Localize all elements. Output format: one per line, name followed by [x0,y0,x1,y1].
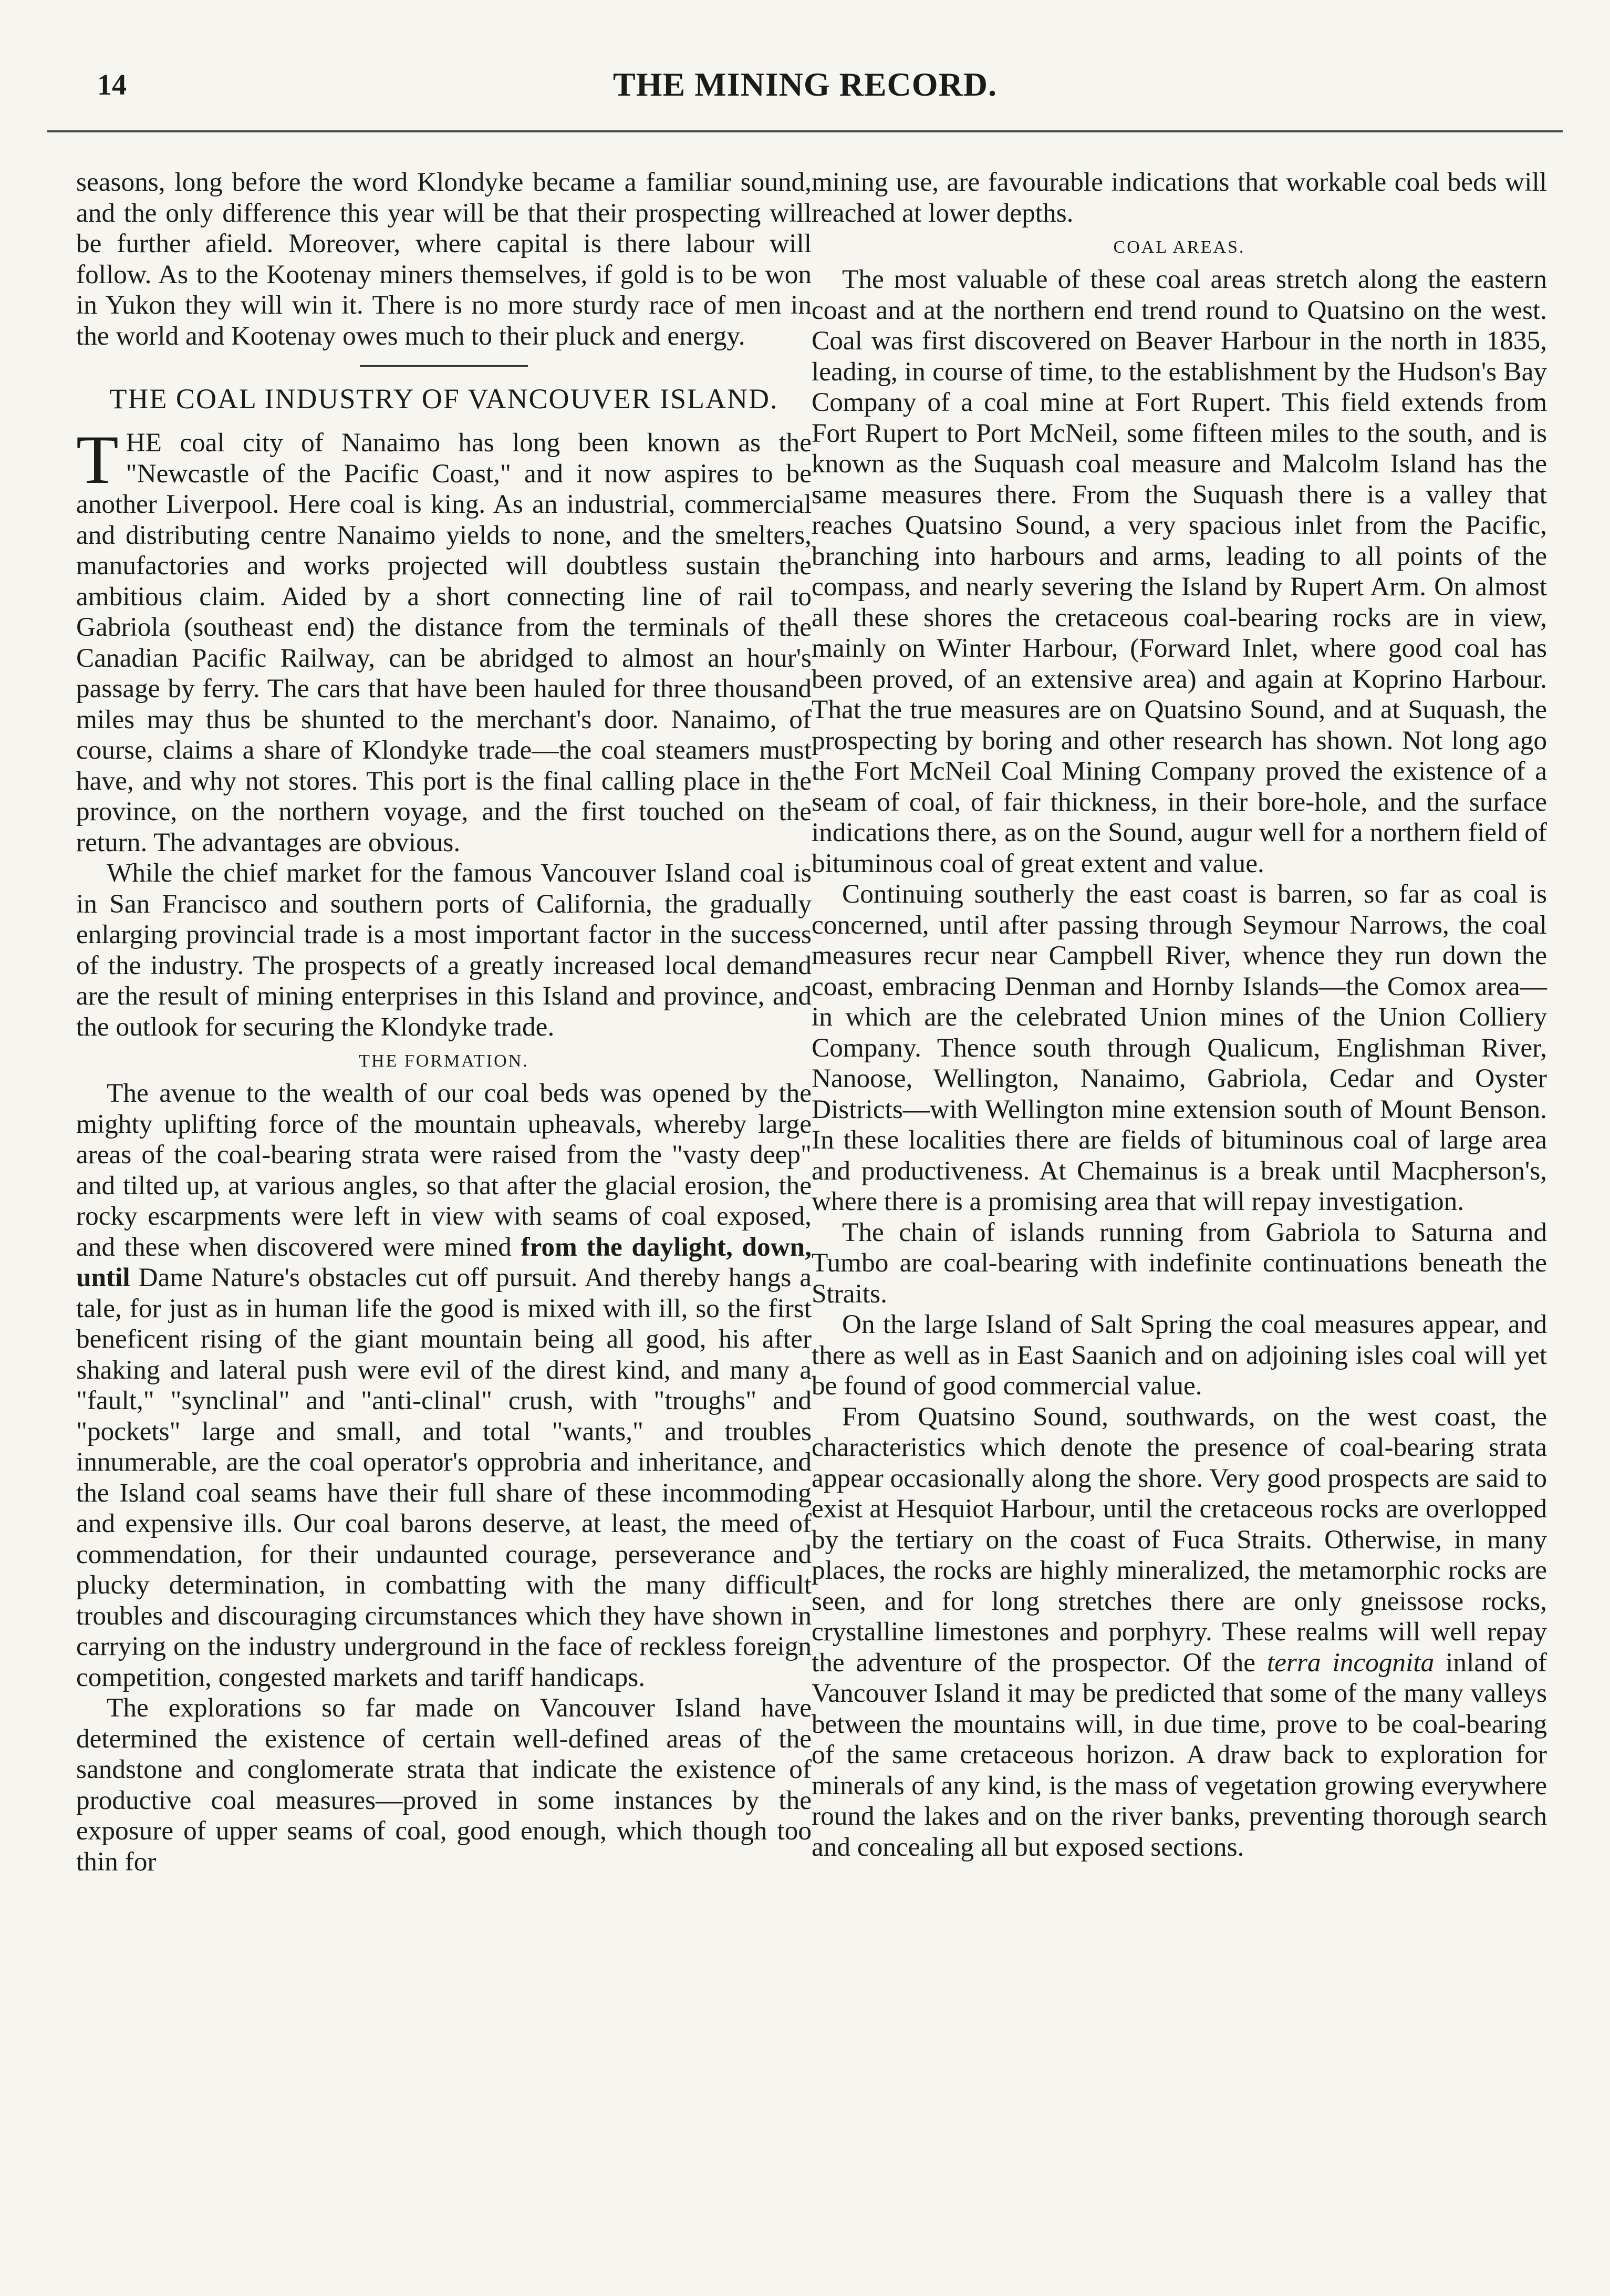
subhead-coal-areas: COAL AREAS. [1113,237,1245,257]
article-title: THE COAL INDUSTRY OF VANCOUVER ISLAND. [109,383,778,415]
intro-paragraph [76,421,812,858]
quatsino-paragraph [812,1402,1547,1863]
quatsino-text-b: inland of Vancouver Island it may be predicted that some of the many valleys between the mountains will, in due time, prove to be coal-bearing of the same cretaceous horizon. A draw back to exploration for minerals of any kind, is the mass of vegetation growing everywhere round the lakes and on the river banks, preventing thorough search and concealing all but exposed sections. [812,1647,1547,1862]
carryover-paragraph: seasons, long before the word Klondyke became a familiar sound, and the only difference this year will be that their prospecting will be further afield. Moreover, where capital is there labour will follow. As to the Kootenay miners themselves, if gold is to be won in Yukon they will win it. There is no more sturdy race of men in the world and Kootenay owes much to their pluck and energy. [76,167,812,351]
southerly-paragraph: Continuing southerly the east coast is barren, so far as coal is concerned, until after passing through Seymour Narrows, the coal measures recur near Campbell River, whence they run down the coast, embracing Denman and Hornby Islands—the Comox area—in which are the celebrated Union mines of the Union Colliery Company. Thence south through Qualicum, Englishman River, Nanoose, Wellington, Nanaimo, Gabriola, Cedar and Oyster Districts—with Wellington mine extension south of Mount Benson. In these localities there are fields of bituminous coal of large area and productiveness. At Chemainus is a break until Macpherson's, where there is a promising area that will repay investigation. [812,879,1547,1216]
chain-paragraph: The chain of islands running from Gabriola to Saturna and Tumbo are coal-bearing with indefinite continuations beneath the Straits. [812,1217,1547,1309]
coal-areas-paragraph: The most valuable of these coal areas stretch along the eastern coast and at the northern end trend round to Quatsino on the west. Coal was first discovered on Beaver Harbour in the north in 1835, leading, in course of time, to the establishment by the Hudson's Bay Company of a coal mine at Fort Rupert. This field extends from Fort Rupert to Port McNeil, some fifteen miles to the south, and is known as the Suquash coal measure and Malcolm Island has the same measures there. From the Suquash there is a valley that reaches Quatsino Sound, a very spacious inlet from the Pacific, branching into harbours and arms, leading to all points of the compass, and nearly severing the Island by Rupert Arm. On almost all these shores the cretaceous coal-bearing rocks are in view, mainly on Winter Harbour, (Forward Inlet, where good coal has been proved, of an extensive area) and again at Koprino Harbour. That the true measures are on Quatsino Sound, and at Suquash, the prospecting by boring and other research has shown. Not long ago the Fort McNeil Coal Mining Company proved the existence of a seam of coal, of fair thickness, in their bore-hole, and the surface indications there, as on the Sound, augur well for a northern field of bituminous coal of great extent and value. [812,264,1547,878]
formation-bold-text: from the daylight, down, until [76,1232,812,1292]
formation-text-a: The avenue to the wealth of our coal beds was opened by the mighty uplifting force of the mountain upheavals, whereby large areas of the coal-bearing strata were raised from the "vasty deep" and tilted up, at various angles, so that after the glacial erosion, the rocky escarpments were left in view with seams of coal exposed, and these when discovered were mined [76,1078,812,1262]
right-carryover-paragraph: mining use, are favourable indications that workable coal beds will reached at lower depths. [812,167,1547,228]
formation-text-b: Dame Nature's obstacles cut off pursuit. And thereby hangs a tale, for just as in human life the good is mixed with ill, so the first beneficent rising of the giant mountain being all good, his after shaking and lateral push were evil of the direst kind, and many a "fault," "synclinal" and "anti-clinal" crush, with "troughs" and "pockets" large and small, and total "wants," and troubles innumerable, are the coal operator's opprobria and inheritance, and the Island coal seams have their full share of these incommoding and expensive ills. Our coal barons deserve, at least, the meed of commendation, for their undaunted courage, perseverance and plucky determination, in combatting with the many difficult troubles and discouraging circumstances which they have shown in carrying on the industry underground in the face of reckless foreign competition, congested markets and tariff handicaps. [76,1263,812,1692]
subhead-formation: THE FORMATION. [359,1051,529,1071]
journal-title: THE MINING RECORD. [613,66,997,103]
salt-spring-paragraph: On the large Island of Salt Spring the coal measures appear, and there as well as in East Saanich and on adjoining isles coal will yet be found of good commercial value. [812,1309,1547,1401]
header-rule [47,130,1563,132]
explorations-paragraph: The explorations so far made on Vancouver Island have determined the existence of certain well-defined areas of the sandstone and conglomerate strata that indicate the existence of productive coal measures—proved in some instances by the exposure of upper seams of coal, good enough, which though too thin for [76,1693,812,1877]
section-divider [360,365,528,367]
intro-text: HE coal city of Nanaimo has long been known as the "Newcastle of the Pacific Coast," and it now aspires to be another Liverpool. Here coal is king. As an industrial, commercial and distributing centre Nanaimo yields to none, and the smelters, manufactories and works projected will doubtless sustain the ambitious claim. Aided by a short connecting line of rail to Gabriola (southeast end) the distance from the terminals of the Canadian Pacific Railway, can be abridged to almost an hour's passage by ferry. The cars that have been hauled for three thousand miles may thus be shunted to the merchant's door. Nanaimo, of course, claims a share of Klondyke trade—the coal steamers must have, and why not stores. This port is the final calling place in the province, on the northern voyage, and the first touched on the return. The advantages are obvious. [76,428,812,857]
page-number: 14 [97,69,127,101]
market-paragraph: While the chief market for the famous Vancouver Island coal is in San Francisco and southern ports of California, the gradually enlarging provincial trade is a most important factor in the success of the industry. The prospects of a greatly increased local demand are the result of mining enterprises in this Island and province, and the outlook for securing the Klondyke trade. [76,858,812,1042]
left-column [76,167,812,1877]
formation-paragraph [76,1078,812,1693]
quatsino-italic-text: terra incognita [1266,1647,1435,1678]
right-column [812,167,1547,1863]
drop-cap: T [76,421,119,498]
page-header [0,0,1610,142]
quatsino-text-a: From Quatsino Sound, southwards, on the west coast, the characteristics which denote the presence of coal-bearing strata appear occasionally along the shore. Very good prospects are said to exist at Hesquiot Harbour, until the cretaceous rocks are overlopped by the tertiary on the coast of Fuca Straits. Otherwise, in many places, the rocks are highly mineralized, the metamorphic rocks are seen, and for long stretches there are only gneissose rocks, crystalline limestones and porphyry. These realms will well repay the adventure of the prospector. Of the [812,1401,1547,1678]
